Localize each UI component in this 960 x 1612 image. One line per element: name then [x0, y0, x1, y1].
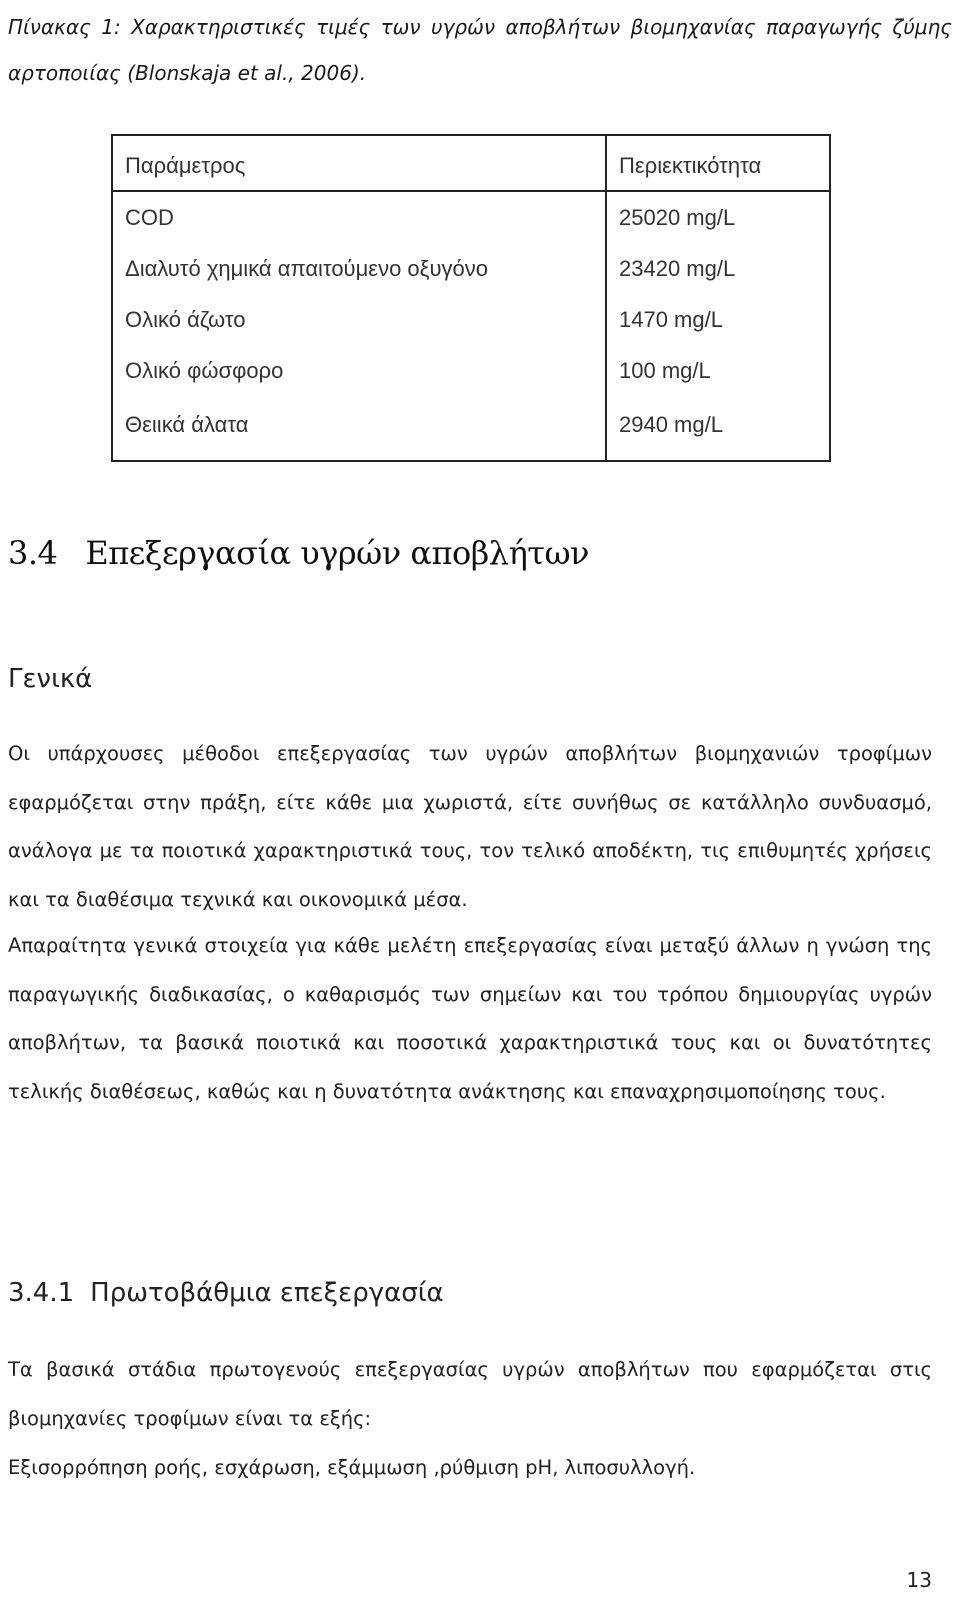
- table-caption-line-2: αρτοποιίας (Blonskaja et al., 2006).: [8, 61, 367, 85]
- body-paragraph: Οι υπάρχουσες μέθοδοι επεξεργασίας των υγρών αποβλήτων βιομηχανιών τροφίμων εφαρμόζεται στην πράξη, είτε κάθε μια χωριστά, είτε συνήθως σε κατάλληλο συνδυασμό, ανάλογα με τα ποιοτικά χαρακτηριστικά τους, τον τελικό αποδέκτη, τις επιθυμητές χρήσεις και τα διαθέσιμα τεχνικά και οικονομικά μέσα.: [8, 742, 932, 911]
- table-cell-parameter: Ολικό φώσφορο: [112, 345, 606, 396]
- table-cell-value: 100 mg/L: [619, 357, 711, 383]
- table-cell-parameter: Θειικά άλατα: [112, 396, 606, 461]
- table-caption-line-1: Πίνακας 1: Χαρακτηριστικές τιμές των υγρών αποβλήτων βιομηχανίας παραγωγής ζύμης: [8, 15, 952, 39]
- table-header-parameter: Παράμετρος: [112, 135, 606, 191]
- subheading-general: Γενικά: [8, 664, 93, 694]
- body-paragraph-steps: Εξισορρόπηση ροής, εσχάρωση, εξάμμωση ,ρύθμιση pH, λιποσυλλογή.: [8, 1456, 696, 1479]
- table-cell-parameter: COD: [112, 191, 606, 243]
- table-cell-value: 1470 mg/L: [619, 306, 723, 332]
- section-number: 3.4: [8, 534, 58, 572]
- table-cell-value: 23420 mg/L: [619, 255, 736, 281]
- table-row: [112, 396, 830, 461]
- body-paragraph: Απαραίτητα γενικά στοιχεία για κάθε μελέτη επεξεργασίας είναι μεταξύ άλλων η γνώση της παραγωγικής διαδικασίας, ο καθαρισμός των σημείων και του τρόπου δημιουργίας υγρών αποβλήτων, τα βασικά ποιοτικά και ποσοτικά χαρακτηριστικά τους και οι δυνατότητες τελικής διαθέσεως, καθώς και η δυνατότητα ανάκτησης και επαναχρησιμοποίησης τους.: [8, 934, 932, 1103]
- table-row: [112, 191, 830, 243]
- table-cell-parameter: Ολικό άζωτο: [112, 294, 606, 345]
- table-row: [112, 345, 830, 396]
- section-heading: [8, 534, 589, 572]
- table-header-row: [112, 135, 830, 191]
- table-cell-parameter: Διαλυτό χημικά απαιτούμενο οξυγόνο: [112, 243, 606, 294]
- table-row: [112, 294, 830, 345]
- subsection-title-text: Πρωτοβάθμια επεξεργασία: [90, 1278, 444, 1308]
- body-paragraph: Τα βασικά στάδια πρωτογενούς επεξεργασίας υγρών αποβλήτων που εφαρμόζεται στις βιομηχανίες τροφίμων είναι τα εξής:: [8, 1358, 932, 1430]
- table-row: [112, 243, 830, 294]
- parameters-table: [111, 134, 831, 462]
- table-cell-value: 2940 mg/L: [619, 412, 723, 437]
- table-cell-value: 25020 mg/L: [619, 204, 736, 230]
- page-number: 13: [906, 1568, 932, 1592]
- subsection-number: 3.4.1: [8, 1278, 75, 1308]
- subsection-heading: [8, 1278, 444, 1308]
- table-caption: [8, 4, 952, 96]
- section-title-text: Επεξεργασία υγρών αποβλήτων: [85, 534, 589, 572]
- table-header-concentration: Περιεκτικότητα: [606, 135, 830, 191]
